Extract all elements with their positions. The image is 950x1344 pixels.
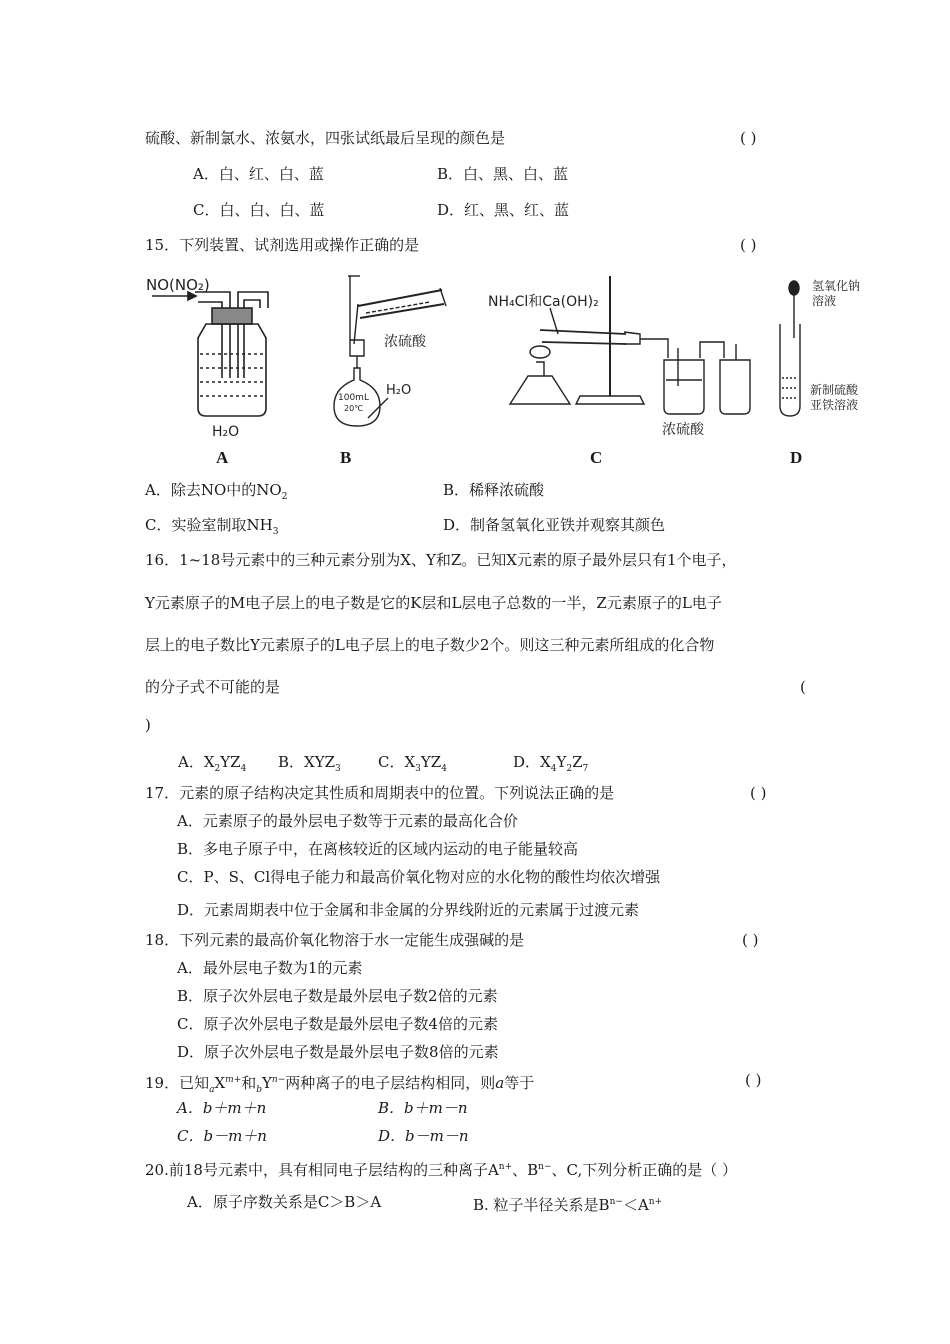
q15-option-a: A．除去NO中的$NO_2$ xyxy=(145,481,288,502)
apparatus-b-acid-label: 浓硫酸 xyxy=(384,334,426,350)
q19-stem: 19．已知$_aX^{m+}$和$_bY^{n-}$两种离子的电子层结构相同，则a等于 xyxy=(145,1074,535,1095)
q14-answer-paren: ( ) xyxy=(740,129,757,147)
q14-option-b: B．白、黑、白、蓝 xyxy=(437,165,569,183)
q16-stem-line-2: Y元素原子的M电子层上的电子数是它的K层和L层电子总数的一半，Z元素原子的L电子 xyxy=(145,594,722,612)
apparatus-c-acid-label: 浓硫酸 xyxy=(662,422,704,438)
q14-option-c: C．白、白、白、蓝 xyxy=(193,201,325,219)
q16-paren-open: ( xyxy=(800,678,806,696)
apparatus-b-volumetric-flask xyxy=(334,276,446,426)
apparatus-c-caption: C xyxy=(590,448,603,467)
apparatus-a-wash-bottle xyxy=(146,276,268,440)
apparatus-b-flask-volume: 100mL xyxy=(338,393,369,403)
q19-option-a: A．b＋m＋n xyxy=(177,1099,267,1117)
q17-option-d: D．元素周期表中位于金属和非金属的分界线附近的元素属于过渡元素 xyxy=(177,901,640,919)
apparatus-a-water-label: H₂O xyxy=(212,424,240,440)
q16-stem-line-1: 16．1~18号元素中的三种元素分别为X、Y和Z。已知X元素的原子最外层只有1个电子， xyxy=(145,551,737,569)
q16-option-b: B．$XYZ_3$ xyxy=(278,753,341,774)
apparatus-d-ferrous-hydroxide xyxy=(780,278,860,416)
q14-stem: 硫酸、新制氯水、浓氨水，四张试纸最后呈现的颜色是 xyxy=(145,129,506,147)
q15-option-d: D．制备氢氧化亚铁并观察其颜色 xyxy=(443,516,666,534)
apparatus-c-reagent-label: NH₄Cl和Ca(OH)₂ xyxy=(488,294,599,310)
q15-option-b: B．稀释浓硫酸 xyxy=(443,481,545,499)
apparatus-b-flask-temp: 20℃ xyxy=(344,404,364,413)
apparatus-d-naoh-label-1: 氢氧化钠 xyxy=(812,279,860,293)
apparatus-d-fe-label-2: 亚铁溶液 xyxy=(810,398,859,412)
q17-stem: 17．元素的原子结构决定其性质和周期表中的位置。下列说法正确的是 xyxy=(145,784,615,802)
q18-option-d: D．原子次外层电子数是最外层电子数8倍的元素 xyxy=(177,1043,499,1061)
q18-option-a: A．最外层电子数为1的元素 xyxy=(177,959,363,977)
q16-stem-line-3: 层上的电子数比Y元素原子的L电子层上的电子数少2个。则这三种元素所组成的化合物 xyxy=(145,636,715,654)
apparatus-a-gas-label: NO(NO₂) xyxy=(146,276,210,294)
q17-option-b: B．多电子原子中，在离核较近的区域内运动的电子能量较高 xyxy=(177,840,579,858)
apparatus-c-ammonia-prep xyxy=(488,276,750,438)
q20-option-b: B. 粒子半径关系是$B^{n-}<A^{n+}$ xyxy=(473,1196,663,1214)
q16-option-d: D．$X_4Y_2Z_7$ xyxy=(513,753,589,774)
q18-answer-paren: ( ) xyxy=(742,931,759,949)
apparatus-b-water-label: H₂O xyxy=(386,383,412,398)
q19-option-b: B．b＋m－n xyxy=(378,1099,468,1117)
q19-option-c: C．b－m＋n xyxy=(177,1127,267,1145)
q18-stem: 18．下列元素的最高价氧化物溶于水一定能生成强碱的是 xyxy=(145,931,525,949)
q14-option-d: D．红、黑、红、蓝 xyxy=(437,201,570,219)
apparatus-d-fe-label-1: 新制硫酸 xyxy=(810,383,859,397)
q16-option-a: A．$X_2YZ_4$ xyxy=(178,753,247,774)
q19-answer-paren: ( ) xyxy=(745,1071,762,1089)
q14-option-a: A．白、红、白、蓝 xyxy=(193,165,324,183)
apparatus-b-caption: B xyxy=(340,448,352,467)
q17-option-c: C．P、S、Cl得电子能力和最高价氧化物对应的水化物的酸性均依次增强 xyxy=(177,868,661,886)
q17-answer-paren: ( ) xyxy=(750,784,767,802)
apparatus-d-caption: D xyxy=(790,448,803,467)
q18-option-b: B．原子次外层电子数是最外层电子数2倍的元素 xyxy=(177,987,498,1005)
q16-option-c: C．$X_3YZ_4$ xyxy=(378,753,447,774)
q15-option-c: C．实验室制取$NH_3$ xyxy=(145,516,279,537)
q20-option-a: A．原子序数关系是C＞B＞A xyxy=(187,1193,382,1211)
q17-option-a: A．元素原子的最外层电子数等于元素的最高化合价 xyxy=(177,812,518,830)
apparatus-a-caption: A xyxy=(216,448,229,467)
q15-stem: 15．下列装置、试剂选用或操作正确的是 xyxy=(145,236,420,254)
q15-answer-paren: ( ) xyxy=(740,236,757,254)
q18-option-c: C．原子次外层电子数是最外层电子数4倍的元素 xyxy=(177,1015,499,1033)
q20-stem: 20.前18号元素中，具有相同电子层结构的三种离子$A^{n+}$、$B^{n-}$、C,下列分析正确的是（ ） xyxy=(145,1161,737,1179)
q19-option-d: D．b－m－n xyxy=(378,1127,469,1145)
apparatus-d-naoh-label-2: 溶液 xyxy=(812,294,837,308)
apparatus-figure xyxy=(140,268,860,468)
q16-stem-line-4: 的分子式不可能的是 xyxy=(145,678,281,696)
q16-paren-close: ) xyxy=(145,716,151,734)
